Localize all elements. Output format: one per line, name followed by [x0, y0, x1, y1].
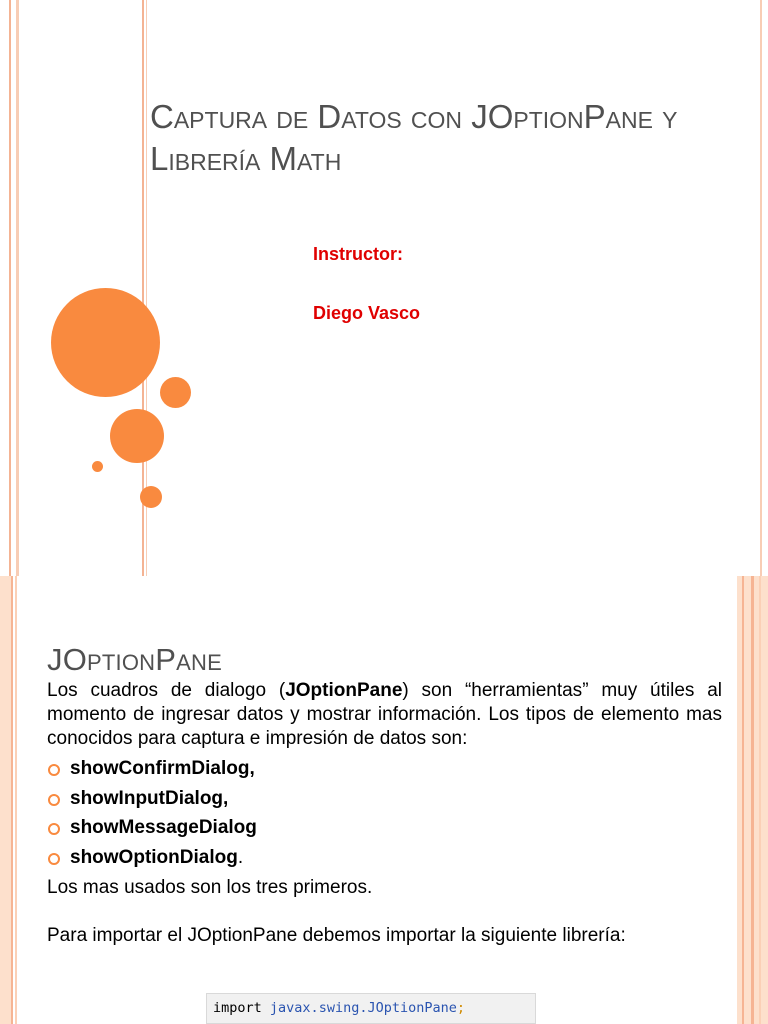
intro-paragraph [47, 679, 722, 751]
circle-bullet-icon [48, 794, 60, 806]
list-item [47, 813, 722, 843]
methods-list [47, 754, 722, 872]
decorative-line [15, 576, 17, 1024]
intro-text-2: ) son “ [402, 680, 472, 701]
method-name: showMessageDialog [70, 817, 257, 838]
decorative-line [760, 0, 762, 576]
medium-circle-decoration [110, 409, 164, 463]
decorative-line [759, 576, 761, 1024]
small-circle-decoration [140, 486, 162, 508]
decorative-line [751, 576, 754, 1024]
small-circle-decoration [160, 377, 191, 408]
list-item [47, 843, 722, 873]
instructor-name: Diego Vasco [313, 303, 421, 323]
slide-body [47, 679, 722, 948]
method-suffix: . [237, 846, 244, 868]
section-title: JOptionPane [47, 642, 222, 677]
slide-title-line-2: Librería Math [150, 140, 342, 177]
slide-title-line-1: Captura de Datos con JOptionPane y [150, 98, 678, 135]
slide-title [150, 96, 740, 180]
list-item [47, 754, 722, 784]
import-code-snippet [206, 993, 536, 1024]
code-package: javax.swing.JOptionPane [269, 1000, 457, 1016]
import-note: Para importar el JOptionPane debemos importar la siguiente librería: [47, 925, 626, 946]
content-slide [0, 576, 768, 1024]
decorative-band [0, 576, 11, 1024]
code-keyword: import [213, 1000, 262, 1016]
circle-bullet-icon [48, 853, 60, 865]
list-item [47, 784, 722, 814]
decorative-line [9, 0, 11, 576]
method-name: showOptionDialog [70, 846, 238, 868]
large-circle-decoration [51, 288, 160, 397]
decorative-line [16, 0, 19, 576]
method-name: showConfirmDialog, [70, 758, 255, 779]
intro-herramientas: herramientas [471, 680, 583, 701]
instructor-label: Instructor: [313, 244, 403, 264]
tiny-circle-decoration [92, 461, 103, 472]
intro-text-1: Los cuadros de dialogo ( [47, 680, 286, 701]
decorative-line [742, 576, 744, 1024]
circle-bullet-icon [48, 823, 60, 835]
most-used-note: Los mas usados son los tres primeros. [47, 877, 373, 898]
intro-text-3: ” muy útiles al momento de ingresar datos y mostrar información. Los tipos de elemento mas conocidos para captura e impresión de datos son: [47, 680, 722, 749]
method-name: showInputDialog, [70, 787, 229, 809]
intro-bold-joptionpane: JOptionPane [285, 680, 403, 701]
circle-bullet-icon [48, 764, 60, 776]
decorative-line [11, 576, 13, 1024]
code-semicolon: ; [456, 1000, 465, 1016]
